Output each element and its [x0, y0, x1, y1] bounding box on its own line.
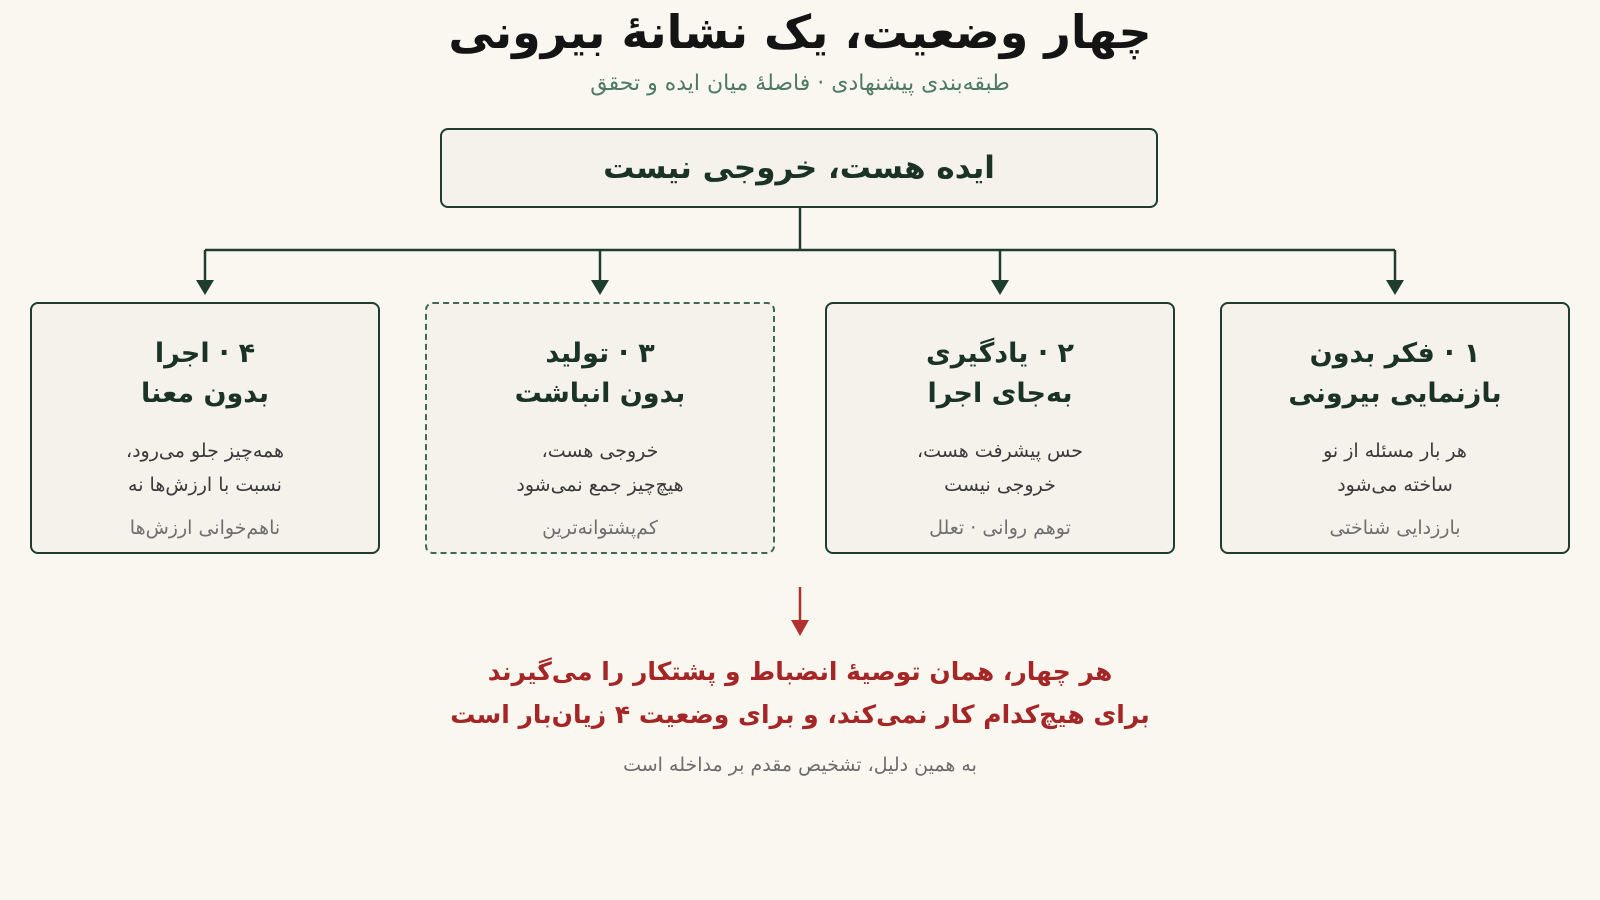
card-description: خروجی هست، هیچ‌چیز جمع نمی‌شود	[516, 440, 684, 496]
category-card-4	[30, 302, 380, 554]
card-description: هر بار مسئله از نو ساخته می‌شود	[1323, 440, 1467, 496]
page-title: چهار وضعیت، یک نشانهٔ بیرونی	[448, 5, 1152, 59]
category-card-2	[825, 302, 1175, 554]
card-tag: بارزدایی شناختی	[1329, 517, 1461, 539]
conclusion-line-1: هر چهار، همان توصیهٔ انضباط و پشتکار را می‌گیرند	[487, 657, 1113, 686]
arrowhead-card-2	[991, 280, 1009, 295]
conclusion-line-2: برای هیچ‌کدام کار نمی‌کند، و برای وضعیت ۴ زیان‌بار است	[450, 700, 1150, 729]
card-title: ۱ · فکر بدون بازنمایی بیرونی	[1288, 338, 1502, 409]
card-description: حس پیشرفت هست، خروجی نیست	[917, 440, 1083, 496]
card-tag: توهم روانی · تعلل	[929, 517, 1071, 539]
card-title: ۲ · یادگیری به‌جای اجرا	[926, 338, 1074, 409]
root-node	[440, 128, 1158, 208]
page-subtitle: طبقه‌بندی پیشنهادی · فاصلهٔ میان ایده و تحقق	[590, 71, 1010, 96]
conclusion-note: به همین دلیل، تشخیص مقدم بر مداخله است	[623, 754, 977, 776]
card-description: همه‌چیز جلو می‌رود، نسبت با ارزش‌ها نه	[125, 440, 285, 496]
conclusion-arrowhead	[791, 620, 809, 636]
category-card-3	[425, 302, 775, 554]
arrowhead-card-3	[591, 280, 609, 295]
card-title: ۴ · اجرا بدون معنا	[140, 338, 270, 409]
card-tag: کم‌پشتوانه‌ترین	[542, 517, 658, 539]
category-card-1	[1220, 302, 1570, 554]
card-title: ۳ · تولید بدون انباشت	[514, 338, 686, 409]
card-tag: ناهم‌خوانی ارزش‌ها	[129, 517, 281, 539]
arrowhead-card-4	[196, 280, 214, 295]
conclusion-text	[0, 650, 1600, 736]
arrowhead-card-1	[1386, 280, 1404, 295]
root-node-label: ایده هست، خروجی نیست	[603, 150, 995, 186]
